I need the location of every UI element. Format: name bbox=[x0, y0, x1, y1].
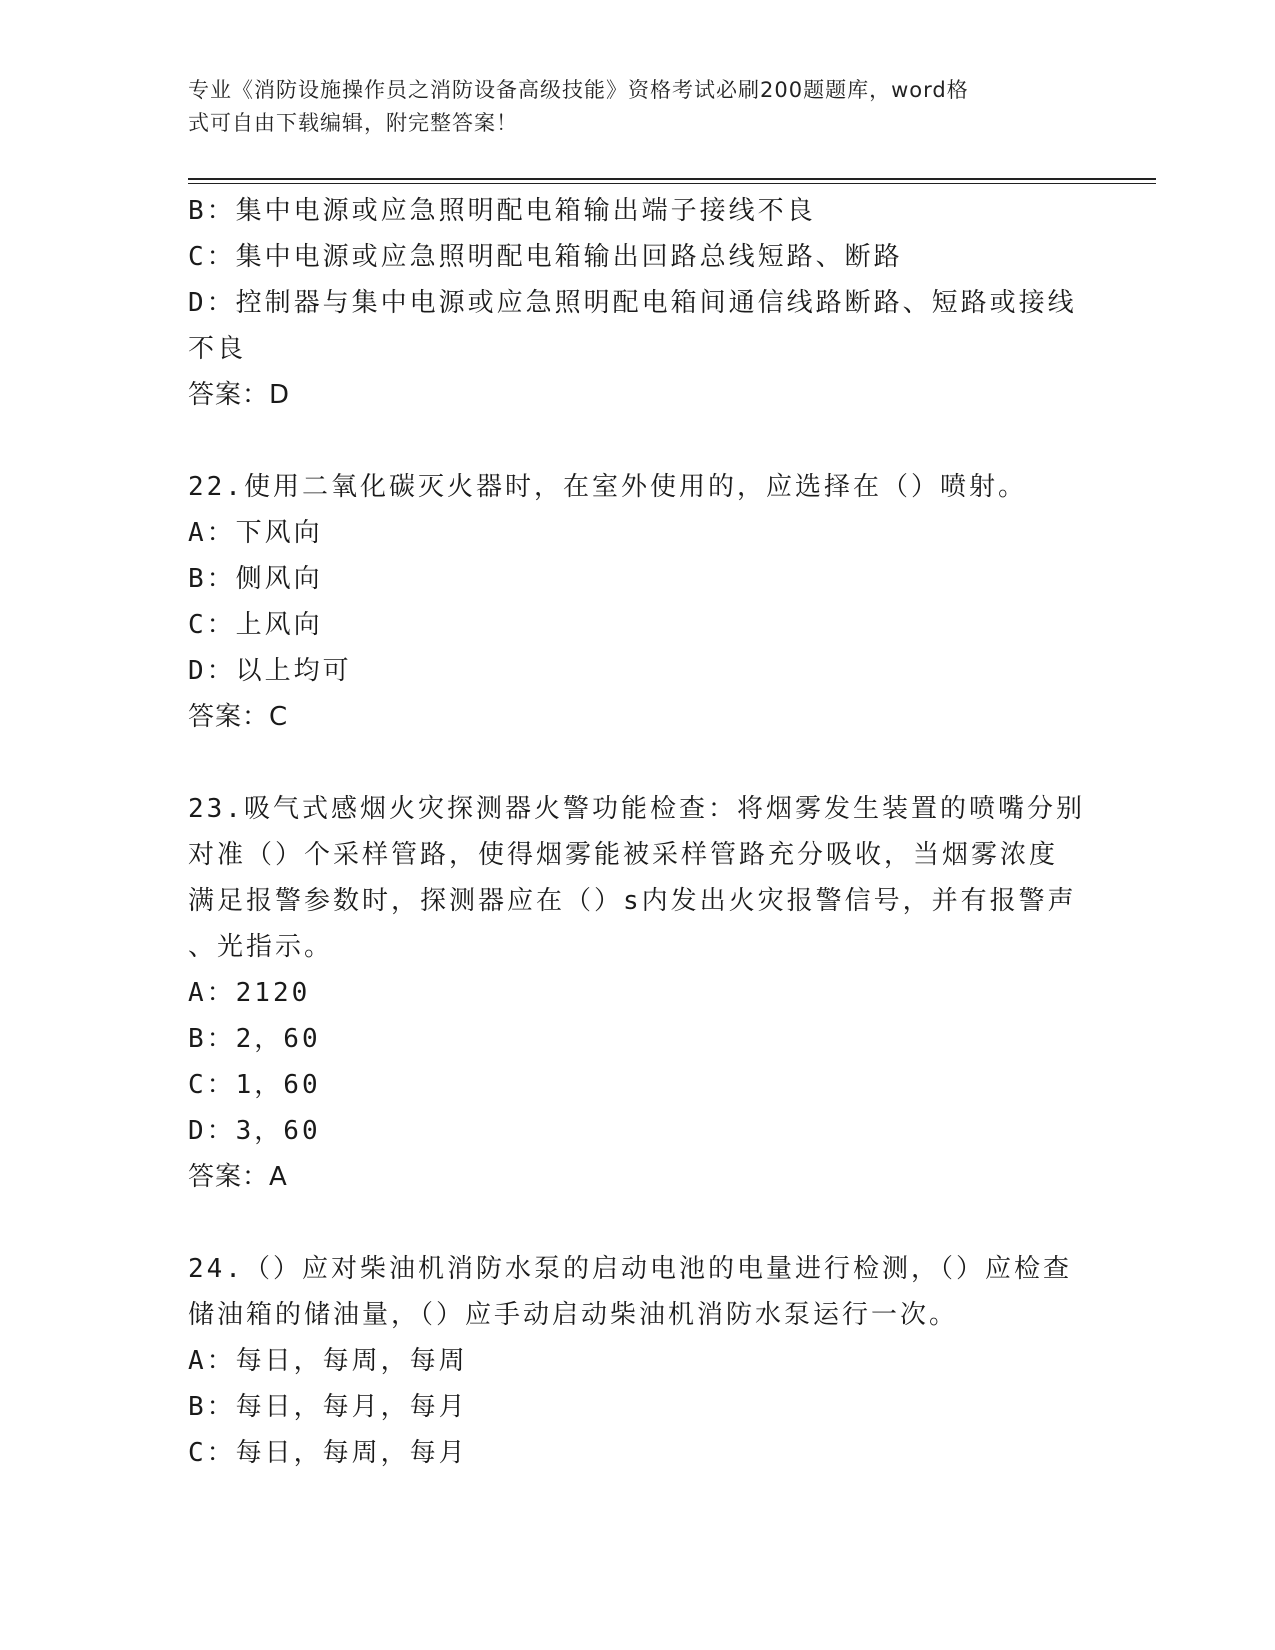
q23-option-b: B：2，60 bbox=[188, 1024, 321, 1054]
q22-stem: 22.使用二氧化碳灭火器时，在室外使用的，应选择在（）喷射。 bbox=[188, 472, 1027, 502]
q23-stem-line-1: 23.吸气式感烟火灾探测器火警功能检查：将烟雾发生装置的喷嘴分别 bbox=[188, 794, 1085, 824]
q23-answer: 答案：A bbox=[188, 1162, 288, 1192]
q23-option-c: C：1，60 bbox=[188, 1070, 321, 1100]
q23-option-d: D：3，60 bbox=[188, 1116, 321, 1146]
header-line-1: 专业《消防设施操作员之消防设备高级技能》资格考试必刷200题题库，word格 bbox=[188, 78, 969, 102]
spacer bbox=[188, 1200, 1088, 1246]
q24-stem-line-1: 24.（）应对柴油机消防水泵的启动电池的电量进行检测，（）应检查 bbox=[188, 1254, 1072, 1284]
header-rule-thick bbox=[188, 178, 1156, 180]
header-rule-thin bbox=[188, 183, 1156, 184]
q22-option-d: D：以上均可 bbox=[188, 656, 352, 686]
q21-answer: 答案：D bbox=[188, 380, 291, 410]
q23-stem-line-2: 对准（）个采样管路，使得烟雾能被采样管路充分吸收，当烟雾浓度 bbox=[188, 840, 1059, 870]
question-22 bbox=[188, 464, 1088, 740]
q21-option-b: B：集中电源或应急照明配电箱输出端子接线不良 bbox=[188, 196, 816, 226]
q24-option-c: C：每日，每周，每月 bbox=[188, 1438, 468, 1468]
document-header bbox=[188, 74, 1088, 140]
q21-option-d-line-2: 不良 bbox=[188, 334, 247, 364]
q24-option-b: B：每日，每月，每月 bbox=[188, 1392, 468, 1422]
q21-option-d-line-1: D：控制器与集中电源或应急照明配电箱间通信线路断路、短路或接线 bbox=[188, 288, 1077, 318]
question-content bbox=[188, 188, 1088, 1476]
question-21-tail bbox=[188, 188, 1088, 418]
q22-option-c: C：上风向 bbox=[188, 610, 323, 640]
question-23 bbox=[188, 786, 1088, 1200]
q23-option-a: A：2120 bbox=[188, 978, 311, 1008]
q24-option-a: A：每日，每周，每周 bbox=[188, 1346, 468, 1376]
spacer bbox=[188, 740, 1088, 786]
q22-option-b: B：侧风向 bbox=[188, 564, 323, 594]
q21-option-c: C：集中电源或应急照明配电箱输出回路总线短路、断路 bbox=[188, 242, 903, 272]
q24-stem-line-2: 储油箱的储油量，（）应手动启动柴油机消防水泵运行一次。 bbox=[188, 1300, 959, 1330]
header-line-2: 式可自由下载编辑，附完整答案！ bbox=[188, 111, 518, 135]
q23-stem-line-3: 满足报警参数时，探测器应在（）s内发出火灾报警信号，并有报警声 bbox=[188, 886, 1077, 916]
spacer bbox=[188, 418, 1088, 464]
q22-answer: 答案：C bbox=[188, 702, 289, 732]
q22-option-a: A：下风向 bbox=[188, 518, 323, 548]
question-24 bbox=[188, 1246, 1088, 1476]
q23-stem-line-4: 、光指示。 bbox=[188, 932, 334, 962]
